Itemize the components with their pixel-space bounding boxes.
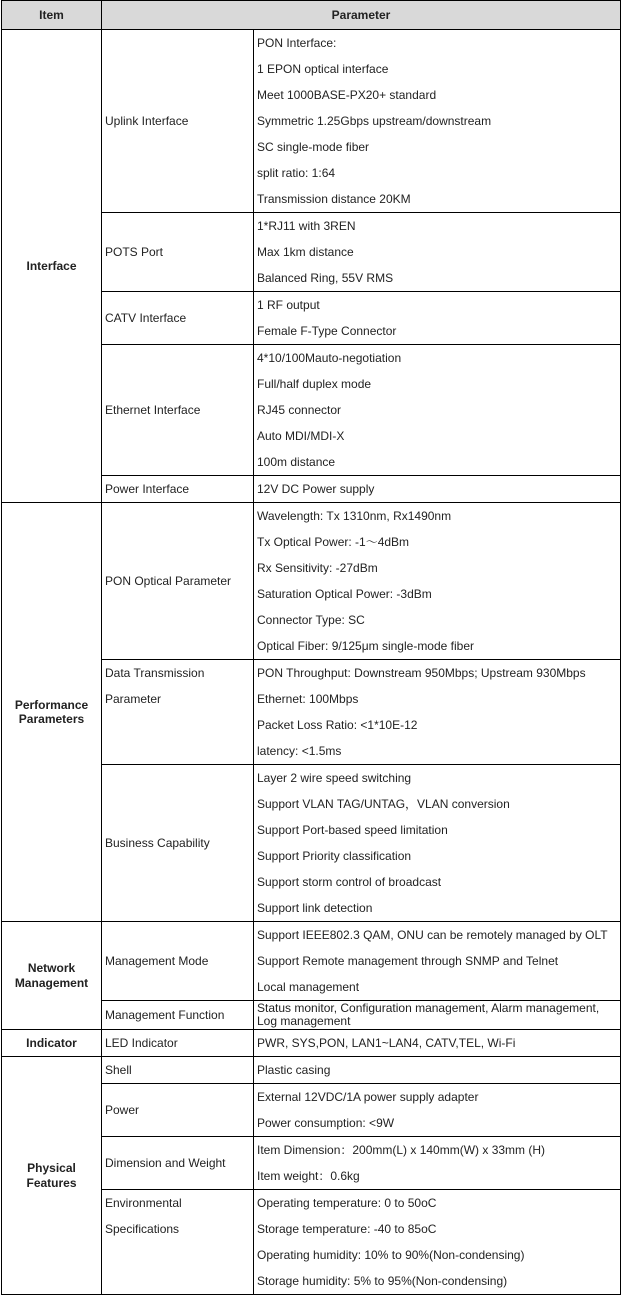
parameter-line: Wavelength: Tx 1310nm, Rx1490nm — [257, 509, 452, 523]
parameter-cell — [254, 1084, 621, 1137]
parameter-cell — [254, 1190, 621, 1295]
subcategory-cell — [102, 213, 254, 292]
subcategory-cell — [102, 1057, 254, 1084]
parameter-cell — [254, 660, 621, 765]
subcategory-label: Environmental — [105, 1196, 182, 1210]
spec-table — [1, 0, 621, 1295]
parameter-line: latency: <1.5ms — [257, 744, 342, 758]
parameter-line: Power consumption: <9W — [257, 1116, 395, 1130]
parameter-cell — [254, 1001, 621, 1030]
table-row — [2, 1030, 621, 1057]
parameter-line: 1 RF output — [257, 298, 320, 312]
table-row — [2, 922, 621, 1001]
table-row — [2, 503, 621, 660]
subcategory-label: LED Indicator — [105, 1036, 178, 1050]
table-row — [2, 30, 621, 213]
subcategory-label: PON Optical Parameter — [105, 574, 232, 588]
subcategory-cell — [102, 503, 254, 660]
parameter-line: Auto MDI/MDI-X — [257, 429, 345, 443]
parameter-line: Storage temperature: -40 to 85oC — [257, 1222, 437, 1236]
item-header: Item — [2, 1, 102, 30]
parameter-cell — [254, 922, 621, 1001]
parameter-line: Meet 1000BASE-PX20+ standard — [257, 88, 437, 102]
subcategory-label: Management Function — [105, 1008, 225, 1022]
parameter-line: Operating temperature: 0 to 50oC — [257, 1196, 437, 1210]
subcategory-label: Shell — [105, 1063, 132, 1077]
parameter-line: Rx Sensitivity: -27dBm — [257, 561, 378, 575]
parameter-cell — [254, 503, 621, 660]
subcategory-cell — [102, 922, 254, 1001]
parameter-line: Item Dimension：200mm(L) x 140mm(W) x 33mm (H) — [257, 1143, 546, 1157]
category-cell: Indicator — [2, 1030, 102, 1057]
category-cell: Interface — [2, 30, 102, 503]
parameter-cell — [254, 476, 621, 503]
subcategory-cell — [102, 476, 254, 503]
parameter-line: Ethernet: 100Mbps — [257, 692, 359, 706]
parameter-line: Max 1km distance — [257, 245, 354, 259]
parameter-line: 12V DC Power supply — [257, 482, 375, 496]
subcategory-label: Management Mode — [105, 954, 209, 968]
parameter-cell — [254, 213, 621, 292]
parameter-line: Item weight：0.6kg — [257, 1169, 360, 1183]
parameter-line: PON Interface: — [257, 36, 337, 50]
parameter-line: Symmetric 1.25Gbps upstream/downstream — [257, 114, 492, 128]
category-cell: Performance Parameters — [2, 503, 102, 922]
parameter-line: Support Port-based speed limitation — [257, 823, 448, 837]
parameter-line: Tx Optical Power: -1～4dBm — [257, 535, 410, 549]
subcategory-label: Power — [105, 1103, 140, 1117]
subcategory-label: Specifications — [105, 1222, 180, 1236]
parameter-line: Support storm control of broadcast — [257, 875, 442, 889]
parameter-line: 1 EPON optical interface — [257, 62, 389, 76]
parameter-line: Balanced Ring, 55V RMS — [257, 271, 394, 285]
parameter-line: Female F-Type Connector — [257, 324, 397, 338]
table-row — [2, 1057, 621, 1084]
parameter-header: Parameter — [102, 1, 621, 30]
subcategory-cell — [102, 1137, 254, 1190]
subcategory-label: Business Capability — [105, 836, 210, 850]
parameter-cell — [254, 1137, 621, 1190]
header-row — [2, 1, 621, 30]
parameter-line: 100m distance — [257, 455, 336, 469]
parameter-cell — [254, 30, 621, 213]
parameter-line: Support Priority classification — [257, 849, 412, 863]
parameter-line: Plastic casing — [257, 1063, 331, 1077]
subcategory-label: POTS Port — [105, 245, 164, 259]
subcategory-label: Parameter — [105, 692, 162, 706]
parameter-line: Support Remote management through SNMP and Telnet — [257, 954, 559, 968]
subcategory-cell — [102, 1084, 254, 1137]
subcategory-cell — [102, 765, 254, 922]
parameter-line: Local management — [257, 980, 360, 994]
parameter-cell — [254, 1057, 621, 1084]
parameter-line: Optical Fiber: 9/125μm single-mode fiber — [257, 639, 475, 653]
subcategory-label: Dimension and Weight — [105, 1156, 226, 1170]
parameter-line: Support VLAN TAG/UNTAG，VLAN conversion — [257, 797, 510, 811]
category-cell: Network Management — [2, 922, 102, 1030]
parameter-line: Support IEEE802.3 QAM, ONU can be remotely managed by OLT — [257, 928, 608, 942]
parameter-line: PWR, SYS,PON, LAN1~LAN4, CATV,TEL, Wi-Fi — [257, 1036, 516, 1050]
parameter-line: External 12VDC/1A power supply adapter — [257, 1090, 479, 1104]
parameter-line: Status monitor, Configuration management, Alarm management, Log management — [257, 1001, 600, 1028]
parameter-line: 4*10/100Mauto-negotiation — [257, 351, 402, 365]
parameter-line: Full/half duplex mode — [257, 377, 372, 391]
subcategory-label: Power Interface — [105, 482, 190, 496]
parameter-cell — [254, 1030, 621, 1057]
parameter-line: Connector Type: SC — [257, 613, 365, 627]
parameter-line: PON Throughput: Downstream 950Mbps; Upstream 930Mbps — [257, 666, 586, 680]
parameter-line: Packet Loss Ratio: <1*10E-12 — [257, 718, 418, 732]
subcategory-cell — [102, 1030, 254, 1057]
parameter-line: Transmission distance 20KM — [257, 192, 411, 206]
subcategory-cell — [102, 1190, 254, 1295]
parameter-line: Storage humidity: 5% to 95%(Non-condensing) — [257, 1274, 508, 1288]
parameter-line: RJ45 connector — [257, 403, 342, 417]
parameter-line: Support link detection — [257, 901, 373, 915]
subcategory-label: Ethernet Interface — [105, 403, 201, 417]
subcategory-label: CATV Interface — [105, 311, 187, 325]
parameter-line: split ratio: 1:64 — [257, 166, 336, 180]
subcategory-label: Data Transmission — [105, 666, 205, 680]
subcategory-cell — [102, 292, 254, 345]
subcategory-cell — [102, 345, 254, 476]
subcategory-cell — [102, 30, 254, 213]
subcategory-cell — [102, 1001, 254, 1030]
parameter-line: Operating humidity: 10% to 90%(Non-condensing) — [257, 1248, 525, 1262]
subcategory-cell — [102, 660, 254, 765]
parameter-line: Saturation Optical Power: -3dBm — [257, 587, 432, 601]
parameter-cell — [254, 765, 621, 922]
spec-body — [2, 30, 621, 1295]
parameter-line: 1*RJ11 with 3REN — [257, 219, 356, 233]
parameter-line: SC single-mode fiber — [257, 140, 370, 154]
parameter-cell — [254, 345, 621, 476]
category-cell: Physical Features — [2, 1057, 102, 1295]
parameter-line: Layer 2 wire speed switching — [257, 771, 412, 785]
parameter-cell — [254, 292, 621, 345]
subcategory-label: Uplink Interface — [105, 114, 189, 128]
